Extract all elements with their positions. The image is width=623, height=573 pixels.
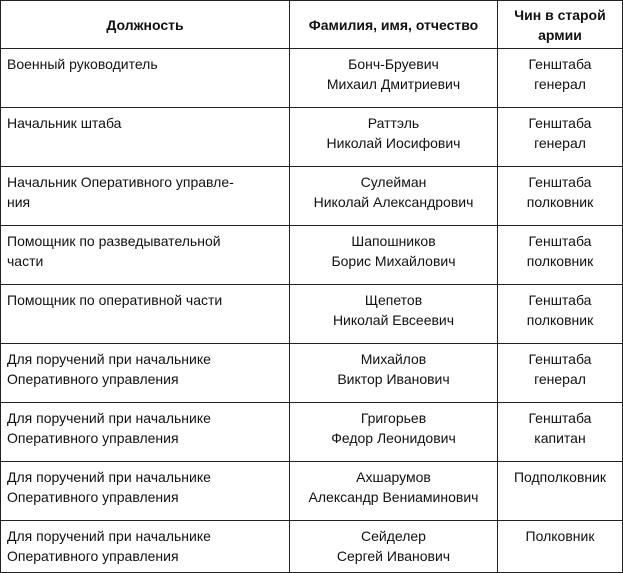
- position-cell-line: Помощник по разведывательной: [7, 233, 221, 249]
- header-rank: [498, 1, 623, 49]
- name-cell-line: Виктор Иванович: [337, 371, 450, 387]
- rank-cell-line: полковник: [526, 312, 594, 328]
- position-cell: [1, 462, 290, 521]
- name-cell: [290, 285, 498, 344]
- rank-cell-line: Полковник: [525, 528, 595, 544]
- table-row: [1, 167, 623, 226]
- name-cell: [290, 49, 498, 108]
- position-cell-line: Для поручений при начальнике: [7, 351, 211, 367]
- rank-cell: [498, 403, 623, 462]
- position-cell: [1, 49, 290, 108]
- position-cell: [1, 344, 290, 403]
- rank-cell: [498, 49, 623, 108]
- position-cell-line: Оперативного управления: [7, 371, 179, 387]
- rank-cell-line: полковник: [526, 253, 594, 269]
- name-cell-line: Раттэль: [367, 115, 420, 131]
- position-cell-line: Для поручений при начальнике: [7, 410, 211, 426]
- rank-cell: [498, 521, 623, 573]
- header-position: Должность: [1, 1, 290, 49]
- name-cell-line: Михайлов: [360, 351, 427, 367]
- name-cell: [290, 226, 498, 285]
- position-cell: [1, 521, 290, 573]
- name-cell-line: Александр Вениаминович: [308, 489, 479, 505]
- name-cell-line: Сулейман: [360, 174, 427, 190]
- name-cell: [290, 167, 498, 226]
- name-cell-line: Ахшарумов: [356, 469, 431, 485]
- position-cell-line: ния: [7, 194, 31, 210]
- table-row: [1, 462, 623, 521]
- table-row: [1, 49, 623, 108]
- name-cell-line: Николай Александрович: [313, 194, 474, 210]
- position-cell-line: Военный руководитель: [7, 56, 158, 72]
- name-cell: [290, 344, 498, 403]
- rank-cell-line: Генштаба: [528, 174, 592, 190]
- position-cell-line: Помощник по оперативной части: [7, 292, 223, 308]
- rank-cell-line: Генштаба: [528, 115, 592, 131]
- name-cell: [290, 521, 498, 573]
- position-cell-line: части: [7, 253, 44, 269]
- header-rank-line-2: армии: [538, 26, 582, 43]
- name-cell-line: Николай Евсеевич: [332, 312, 455, 328]
- rank-cell: [498, 344, 623, 403]
- rank-cell-line: Подполковник: [513, 469, 607, 485]
- position-cell: [1, 108, 290, 167]
- rank-cell-line: Генштаба: [528, 351, 592, 367]
- header-rank-line-1: Чин в старой: [514, 6, 606, 23]
- header-name: Фамилия, имя, отчество: [290, 1, 498, 49]
- name-cell: [290, 108, 498, 167]
- rank-cell: [498, 226, 623, 285]
- rank-cell-line: Генштаба: [528, 292, 592, 308]
- position-cell: [1, 403, 290, 462]
- position-cell-line: Оперативного управления: [7, 430, 179, 446]
- rank-cell-line: генерал: [534, 76, 586, 92]
- rank-cell: [498, 285, 623, 344]
- name-cell-line: Сергей Иванович: [336, 548, 451, 564]
- name-cell-line: Федор Леонидович: [331, 430, 456, 446]
- position-cell: [1, 226, 290, 285]
- rank-cell: [498, 462, 623, 521]
- position-cell: [1, 285, 290, 344]
- table-row: [1, 226, 623, 285]
- name-cell-line: Николай Иосифович: [326, 135, 461, 151]
- name-cell-line: Шапошников: [351, 233, 436, 249]
- name-cell: [290, 462, 498, 521]
- rank-cell-line: капитан: [534, 430, 586, 446]
- position-cell-line: Оперативного управления: [7, 548, 179, 564]
- rank-cell-line: Генштаба: [528, 410, 592, 426]
- table-row: [1, 344, 623, 403]
- position-cell-line: Начальник Оперативного управле-: [7, 174, 234, 190]
- rank-cell: [498, 167, 623, 226]
- name-cell-line: Борис Михайлович: [331, 253, 456, 269]
- position-cell-line: Для поручений при начальнике: [7, 528, 211, 544]
- rank-cell-line: Генштаба: [528, 56, 592, 72]
- position-cell-line: Начальник штаба: [7, 115, 122, 131]
- position-cell: [1, 167, 290, 226]
- name-cell: [290, 403, 498, 462]
- name-cell-line: Григорьев: [360, 410, 427, 426]
- table-header-row: [1, 1, 623, 49]
- name-cell-line: Щепетов: [364, 292, 423, 308]
- table-body: [1, 49, 623, 573]
- name-cell-line: Бонч-Бруевич: [348, 56, 439, 72]
- name-cell-line: Сейделер: [361, 528, 426, 544]
- position-cell-line: Для поручений при начальнике: [7, 469, 211, 485]
- rank-cell-line: Генштаба: [528, 233, 592, 249]
- position-cell-line: Оперативного управления: [7, 489, 179, 505]
- rank-cell: [498, 108, 623, 167]
- name-cell-line: Михаил Дмитриевич: [326, 76, 461, 92]
- table-row: [1, 285, 623, 344]
- rank-cell-line: генерал: [534, 135, 586, 151]
- table-row: [1, 521, 623, 573]
- rank-cell-line: полковник: [526, 194, 594, 210]
- rank-cell-line: генерал: [534, 371, 586, 387]
- table-row: [1, 108, 623, 167]
- table-row: [1, 403, 623, 462]
